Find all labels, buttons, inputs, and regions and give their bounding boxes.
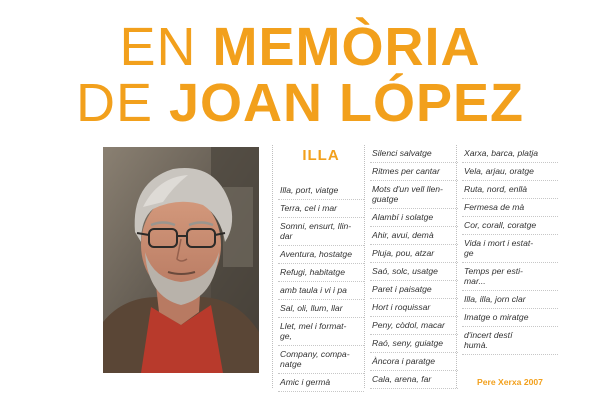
poem-title: ILLA	[302, 147, 340, 164]
poem-verse: Illa, port, viatge	[278, 182, 364, 200]
title-line-1-light: EN	[119, 17, 213, 77]
poem-verse: Àncora i paratge	[370, 353, 458, 371]
poem-verse: Saó, solc, usatge	[370, 263, 458, 281]
poem-verse: Illa, illa, jorn clar	[462, 291, 558, 309]
poem-verse: Llet, mel i format- ge,	[278, 318, 364, 346]
poem-verse: Xarxa, barca, platja	[462, 145, 558, 163]
poem-verse: Mots d'un vell llen- guatge	[370, 181, 458, 209]
poem-verse: Company, compa- natge	[278, 346, 364, 374]
poem-verse: Aventura, hostatge	[278, 246, 364, 264]
poem-column-2-verses	[370, 145, 458, 389]
poem-verse: Paret i paisatge	[370, 281, 458, 299]
poem-verse: Terra, cel i mar	[278, 200, 364, 218]
poem-verse: Cor, corall, coratge	[462, 217, 558, 235]
poem-verse: Silenci salvatge	[370, 145, 458, 163]
poem-verse: Vida i mort i estat- ge	[462, 235, 558, 263]
poem-verse: Hort i roquissar	[370, 299, 458, 317]
poem-verse: Imatge o miratge	[462, 309, 558, 327]
poem-verse: amb taula i vi i pa	[278, 282, 364, 300]
poem-verse: Vela, arjau, oratge	[462, 163, 558, 181]
portrait-illustration	[103, 147, 259, 373]
poem-verse: Raó, seny, guiatge	[370, 335, 458, 353]
poem-verse: Temps per esti- mar...	[462, 263, 558, 291]
title-line-1-bold: MEMÒRIA	[212, 17, 481, 77]
poem-verse: Somni, ensurt, llin- dar	[278, 218, 364, 246]
poem-verse: Pluja, pou, atzar	[370, 245, 458, 263]
poem-column-3	[456, 145, 558, 388]
poem-column-1-verses	[278, 182, 364, 392]
poem-verse: Ritmes per cantar	[370, 163, 458, 181]
poem-column-3-verses	[462, 145, 558, 355]
portrait-photo	[103, 147, 259, 373]
title-line-1	[0, 17, 600, 77]
title-line-2-light: DE	[75, 73, 169, 133]
title-line-2	[0, 73, 600, 133]
title-line-2-bold: JOAN LÓPEZ	[168, 73, 525, 133]
poem-column-1	[272, 145, 364, 388]
poem-signature: Pere Xerxa 2007	[477, 377, 543, 387]
poem-verse: Fermesa de mà	[462, 199, 558, 217]
poem-verse: Peny, còdol, macar	[370, 317, 458, 335]
poem-verse: Ruta, nord, enllà	[462, 181, 558, 199]
poem-verse: Ahir, avui, demà	[370, 227, 458, 245]
poem-verse: Sal, oli, llum, llar	[278, 300, 364, 318]
poem-verse: Cala, arena, far	[370, 371, 458, 389]
poem-verse: Amic i germà	[278, 374, 364, 392]
poem-verse: Refugi, habitatge	[278, 264, 364, 282]
poem-verse: d'incert destí humà.	[462, 327, 558, 355]
poem-verse: Alambí i solatge	[370, 209, 458, 227]
poem-column-2	[364, 145, 458, 388]
